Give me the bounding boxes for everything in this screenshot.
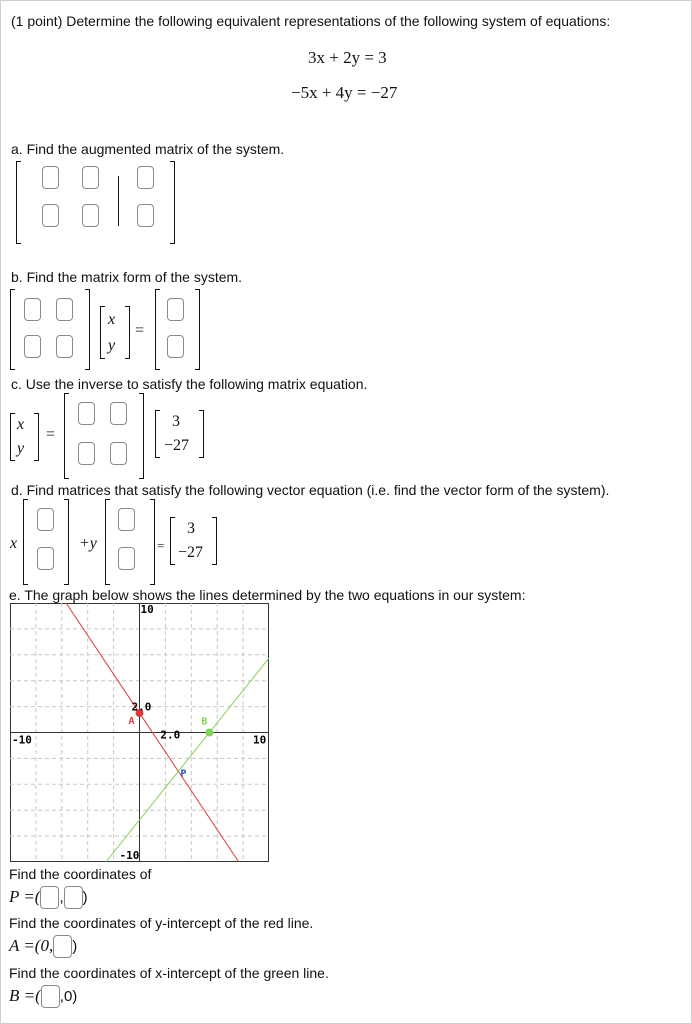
p-x-input[interactable] <box>40 886 59 909</box>
aug-a11-input[interactable] <box>42 166 59 189</box>
coef-a11-input[interactable] <box>24 298 41 321</box>
rhs-bottom: −27 <box>178 544 204 561</box>
part-a-label: a. Find the augmented matrix of the system. <box>11 141 285 157</box>
p-y-input[interactable] <box>64 886 83 909</box>
equation-1: 3x + 2y = 3 <box>308 48 387 67</box>
vec2-bottom-input[interactable] <box>118 547 135 570</box>
vec1-bottom-input[interactable] <box>37 547 54 570</box>
var-x: x <box>17 416 25 433</box>
p-suffix: ) <box>82 888 88 906</box>
equals-sign: = <box>135 322 145 339</box>
inv-m11-input[interactable] <box>78 402 95 425</box>
const-b2-input[interactable] <box>167 335 184 358</box>
part-b-label: b. Find the matrix form of the system. <box>11 269 243 285</box>
aug-b2-input[interactable] <box>137 204 154 227</box>
x-max-label: 10 <box>253 733 267 747</box>
rhs-top: 3 <box>172 413 180 430</box>
var-y: y <box>108 337 116 354</box>
point-b-label: B <box>201 716 208 728</box>
rhs-top: 3 <box>187 520 195 537</box>
point-a-label: A <box>128 716 135 728</box>
equals-sign: = <box>46 426 56 443</box>
a-suffix: ) <box>72 937 78 955</box>
part-d-label: d. Find matrices that satisfy the following vector equation (i.e. find the vector form of the system). <box>11 482 610 498</box>
graph-canvas <box>10 603 269 862</box>
aug-a21-input[interactable] <box>42 204 59 227</box>
find-a-label: Find the coordinates of y-intercept of the red line. <box>9 915 314 931</box>
vec1-top-input[interactable] <box>37 508 54 531</box>
var-x: x <box>10 535 18 552</box>
a-prefix: A =(0, <box>9 936 54 955</box>
x-min-label: -10 <box>12 733 32 747</box>
coef-a22-input[interactable] <box>56 335 73 358</box>
b-x-input[interactable] <box>41 985 60 1008</box>
a-y-input[interactable] <box>53 935 72 958</box>
coef-a21-input[interactable] <box>24 335 41 358</box>
inv-m12-input[interactable] <box>110 402 127 425</box>
graph <box>10 603 269 862</box>
aug-a22-input[interactable] <box>82 204 99 227</box>
point-p-label: P <box>180 768 187 780</box>
vec2-top-input[interactable] <box>118 508 135 531</box>
b-suffix: ,0) <box>59 987 78 1005</box>
coef-a12-input[interactable] <box>56 298 73 321</box>
b-prefix: B =( <box>9 986 41 1005</box>
point-b-marker <box>205 729 213 737</box>
var-x: x <box>108 311 116 328</box>
p-prefix: P =( <box>9 887 41 906</box>
inv-m22-input[interactable] <box>110 442 127 465</box>
y-max-label: 10 <box>140 603 154 616</box>
problem-intro: (1 point) Determine the following equivalent representations of the following system of equations: <box>11 13 611 29</box>
part-e-label: e. The graph below shows the lines determined by the two equations in our system: <box>9 587 526 603</box>
p-answer-row <box>9 883 88 911</box>
aug-b1-input[interactable] <box>137 166 154 189</box>
var-y: y <box>17 440 25 457</box>
find-b-label: Find the coordinates of x-intercept of the green line. <box>9 965 329 981</box>
inv-m21-input[interactable] <box>78 442 95 465</box>
equation-2: −5x + 4y = −27 <box>291 83 398 102</box>
p-mid: , <box>59 888 64 906</box>
rhs-bottom: −27 <box>164 437 190 454</box>
aug-a12-input[interactable] <box>82 166 99 189</box>
y-tick-2-label: 2.0 <box>131 700 152 714</box>
plus-y-label: +y <box>79 535 97 552</box>
equals-sign: = <box>157 538 165 553</box>
a-answer-row <box>9 932 77 960</box>
const-b1-input[interactable] <box>167 298 184 321</box>
b-answer-row <box>9 982 77 1010</box>
x-tick-2-label: 2.0 <box>160 728 181 742</box>
y-min-label: -10 <box>119 849 140 862</box>
part-c-label: c. Use the inverse to satisfy the following matrix equation. <box>11 376 368 392</box>
find-p-label: Find the coordinates of <box>9 866 152 882</box>
